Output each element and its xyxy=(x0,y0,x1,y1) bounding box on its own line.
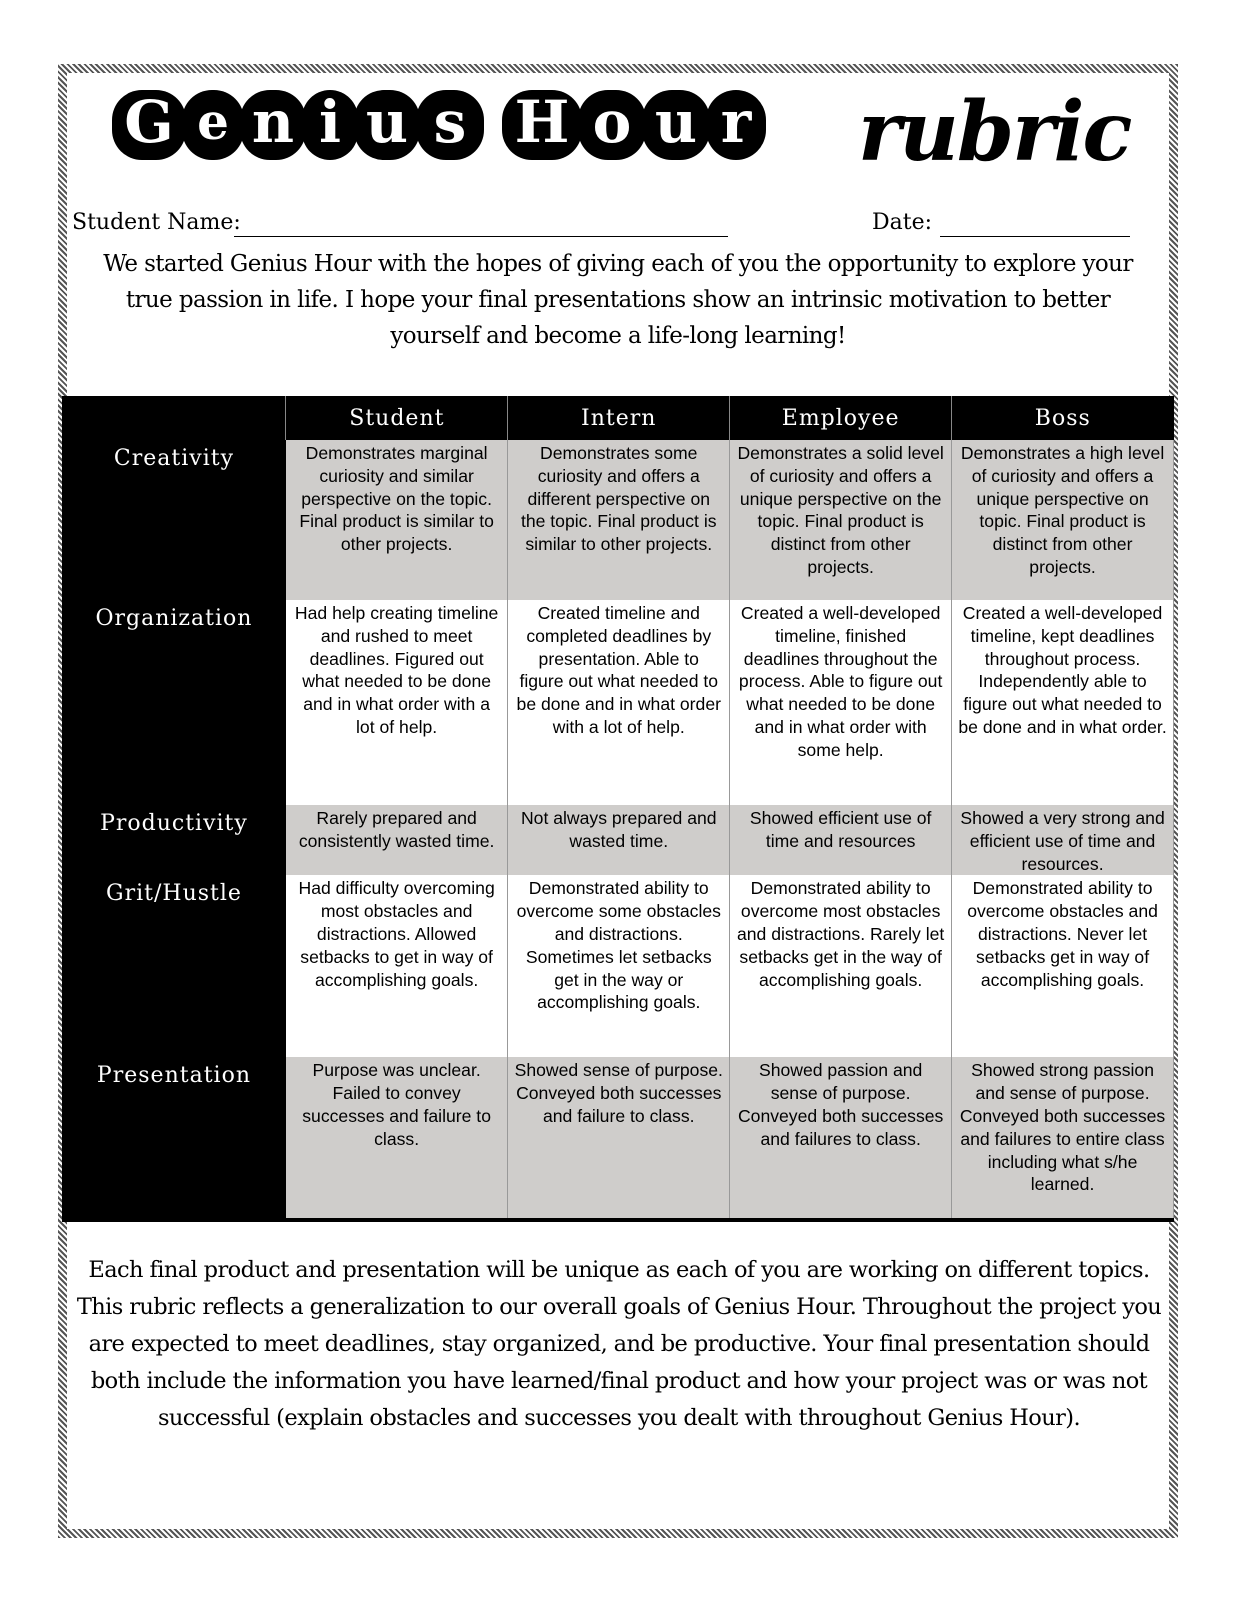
title-letter: H xyxy=(502,90,582,160)
title-letter: u xyxy=(354,90,420,160)
table-row xyxy=(62,875,1174,1057)
student-name-label: Student Name: xyxy=(72,210,241,235)
criterion-label: Productivity xyxy=(62,805,286,875)
rubric-cell: Created a well-developed timeline, finished deadlines throughout the process. Able to figure out what needed to be done and in what order with some help. xyxy=(730,600,952,805)
rubric-cell: Demonstrated ability to overcome some obstacles and distractions. Sometimes let setbacks get in the way or accomplishing goals. xyxy=(508,875,730,1057)
table-row xyxy=(62,805,1174,875)
rubric-table xyxy=(62,396,1174,1218)
rubric-cell: Demonstrates marginal curiosity and similar perspective on the topic. Final product is similar to other projects. xyxy=(286,440,508,600)
rubric-cell: Showed sense of purpose. Conveyed both successes and failure to class. xyxy=(508,1057,730,1222)
rubric-cell: Demonstrates some curiosity and offers a different perspective on the topic. Final product is similar to other projects. xyxy=(508,440,730,600)
rubric-cell: Not always prepared and wasted time. xyxy=(508,805,730,875)
footer-text: Each final product and presentation will be unique as each of you are working on different topics. This rubric reflects a generalization to our overall goals of Genius Hour. Throughout the project you are expected to meet deadlines, stay organized, and be productive. Your final presentation should both include the information you have learned/final product and how your project was or was not successful (explain obstacles and successes you dealt with throughout Genius Hour). xyxy=(76,1257,1162,1431)
rubric-cell: Demonstrated ability to overcome most obstacles and distractions. Rarely let setbacks get in the way of accomplishing goals. xyxy=(730,875,952,1057)
title-letter: o xyxy=(578,90,646,160)
title-letter: s xyxy=(416,90,484,160)
student-name-field[interactable] xyxy=(234,236,728,237)
criterion-label: Organization xyxy=(62,600,286,805)
title-letter: u xyxy=(642,90,710,160)
level-header: Boss xyxy=(952,396,1174,440)
title-letter: G xyxy=(112,90,186,160)
table-row xyxy=(62,1057,1174,1222)
criterion-label: Presentation xyxy=(62,1057,286,1222)
rubric-cell: Showed strong passion and sense of purpose. Conveyed both successes and failures to entire class including what s/he learned. xyxy=(952,1057,1174,1222)
title-letter: r xyxy=(706,90,766,160)
rubric-cell: Showed a very strong and efficient use of time and resources. xyxy=(952,805,1174,875)
table-row xyxy=(62,440,1174,600)
rubric-cell: Rarely prepared and consistently wasted time. xyxy=(286,805,508,875)
rubric-bottom-rule xyxy=(62,1218,1174,1222)
title-letter: e xyxy=(182,90,244,160)
criterion-label: Grit/Hustle xyxy=(62,875,286,1057)
level-header: Intern xyxy=(508,396,730,440)
rubric-cell: Had difficulty overcoming most obstacles and distractions. Allowed setbacks to get in way of accomplishing goals. xyxy=(286,875,508,1057)
intro-text: We started Genius Hour with the hopes of giving each of you the opportunity to explore your true passion in life. I hope your final presentations show an intrinsic motivation to better yourself and become a life-long learning! xyxy=(103,251,1133,349)
rubric-cell: Had help creating timeline and rushed to meet deadlines. Figured out what needed to be done and in what order with a lot of help. xyxy=(286,600,508,805)
title-letter: i xyxy=(302,90,358,160)
date-field[interactable] xyxy=(940,236,1130,237)
rubric-cell: Purpose was unclear. Failed to convey successes and failure to class. xyxy=(286,1057,508,1222)
corner-cell xyxy=(62,396,286,440)
table-row xyxy=(62,600,1174,805)
level-header: Student xyxy=(286,396,508,440)
rubric-cell: Demonstrates a high level of curiosity and offers a unique perspective on topic. Final product is distinct from other projects. xyxy=(952,440,1174,600)
date-label: Date: xyxy=(872,210,933,235)
rubric-cell: Showed passion and sense of purpose. Conveyed both successes and failures to class. xyxy=(730,1057,952,1222)
rubric-cell: Demonstrates a solid level of curiosity and offers a unique perspective on the topic. Final product is distinct from other projects. xyxy=(730,440,952,600)
rubric-header-row xyxy=(62,396,1174,440)
page-title xyxy=(0,84,1236,185)
rubric-cell: Showed efficient use of time and resources xyxy=(730,805,952,875)
rubric-cell: Demonstrated ability to overcome obstacles and distractions. Never let setbacks get in way of accomplishing goals. xyxy=(952,875,1174,1057)
rubric-cell: Created timeline and completed deadlines by presentation. Able to figure out what needed to be done and in what order with a lot of help. xyxy=(508,600,730,805)
level-header: Employee xyxy=(730,396,952,440)
criterion-label: Creativity xyxy=(62,440,286,600)
rubric-cell: Created a well-developed timeline, kept deadlines throughout process. Independently able to figure out what needed to be done and in what order. xyxy=(952,600,1174,805)
title-letter: n xyxy=(240,90,306,160)
title-script-word: rubric xyxy=(858,84,1131,180)
